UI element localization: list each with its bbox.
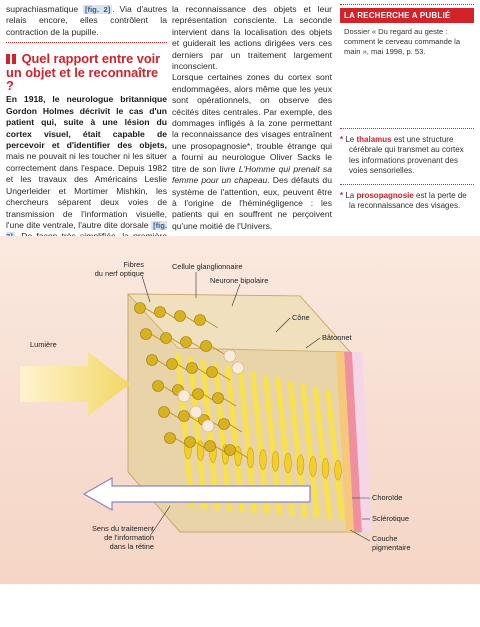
paragraph-representation: la reconnaissance des objets et leur représentation consciente. La seconde intervient dans la localisation des objets et guiderait les actions dirigées vers ces derniers par un traitement largement inconscient. <box>172 4 332 72</box>
cecite-text: Lorsque certaines zones du cortex sont endommagées, alors même que les yeux sont opérationnels, on observe des cécités dites centrales. Par exemple, des dommages infligés à la zone permettant la reconnaissance des visages entraînent une prosopagnosie*, trouble étrange qui a fourni au neurologue Oliver Sacks le titre de son livre <box>172 72 332 174</box>
bipolar-cell <box>201 341 212 352</box>
photoreceptor-segment <box>260 450 267 470</box>
paragraph-cecite <box>172 72 332 232</box>
photoreceptor-segment <box>322 458 329 478</box>
label-sens-traitement: Sens du traitement de l'information dans la rétine <box>91 524 154 551</box>
publication-box-title: LA RECHERCHE A PUBLIÉ <box>340 8 474 23</box>
asterisk-icon: * <box>340 191 346 200</box>
body-paragraph <box>6 94 167 254</box>
bipolar-cell <box>193 389 204 400</box>
glossary-term-prosopagnosie: prosopagnosie <box>356 191 414 200</box>
bipolar-cell <box>225 445 236 456</box>
ganglion-cell <box>141 329 152 340</box>
fig-3-reference[interactable]: [fig. <box>6 221 167 241</box>
gloss-text: Le <box>345 135 357 145</box>
glossary-prosopagnosie <box>340 191 474 211</box>
photoreceptor-segment <box>310 457 317 477</box>
ganglion-cell <box>179 411 190 422</box>
intro-text: suprachiasmatique <box>6 4 84 14</box>
bipolar-cell <box>213 393 224 404</box>
retina-figure <box>0 236 480 584</box>
section-heading-text: Quel rapport entre voir un objet et le reconnaître ? <box>6 51 161 94</box>
photoreceptor-segment <box>335 460 342 480</box>
bipolar-cell <box>219 419 230 430</box>
bipolar-cell <box>187 363 198 374</box>
glossary-divider <box>340 184 474 185</box>
column-left <box>6 4 167 254</box>
amacrine-cell <box>224 350 236 362</box>
fig-2-reference[interactable]: [fig. 2] <box>85 5 111 14</box>
label-choroide: Choroïde <box>372 493 403 502</box>
label-fibres: Fibres du nerf optique <box>94 260 144 278</box>
section-divider <box>6 42 167 43</box>
glossary-thalamus <box>340 135 474 176</box>
column-right <box>340 4 474 219</box>
amacrine-cell <box>190 406 202 418</box>
ganglion-cell <box>185 437 196 448</box>
lead-text: En 1918, le neurologue britannique Gordon Holmes décrivit le cas d'un patient qui, suite à une lésion du cortex visuel, était capable de percevoir et d'identifier des objets, <box>6 94 167 151</box>
publication-box-body: Dossier « Du regard au geste : comment le cerveau commande la main », mai 1998, p. 53. <box>344 27 461 56</box>
amacrine-cell <box>232 362 244 374</box>
column-middle <box>172 4 332 232</box>
ganglion-cell <box>135 303 146 314</box>
amacrine-cell <box>178 390 190 402</box>
ganglion-cell <box>147 355 158 366</box>
ganglion-cell <box>165 433 176 444</box>
box-top-rule <box>340 4 474 5</box>
label-sclerotique: Sclérotique <box>372 514 409 523</box>
photoreceptor-segment <box>285 453 292 473</box>
ganglion-cell <box>153 381 164 392</box>
label-batonnet: Bâtonnet <box>322 333 352 342</box>
ganglion-cell <box>159 407 170 418</box>
cecite-text-end: . Des défauts du système de l'attention, eux, peuvent être à l'origine de l'héminégligence : les patients qui en souffrent ne perçoivent qu'une moitié de l'Univers. <box>172 175 332 231</box>
ganglion-cell <box>167 359 178 370</box>
label-ganglion: Cellule glanglionnaire <box>172 262 243 271</box>
label-couche-pigmentaire: Couche pigmentaire <box>372 534 411 552</box>
glossary <box>340 128 474 211</box>
heading-marker-icon <box>6 54 10 64</box>
bipolar-cell <box>175 311 186 322</box>
bipolar-cell <box>181 337 192 348</box>
bipolar-cell <box>195 315 206 326</box>
intro-paragraph <box>6 4 167 38</box>
gloss-definition: est une structure cérébrale qui transmet au cortex les informations provenant des voies sensorielles. <box>349 135 464 175</box>
photoreceptor-segment <box>297 455 304 475</box>
photoreceptor-segment <box>272 451 279 471</box>
heading-marker-icon <box>12 54 16 64</box>
gloss-text: La <box>345 191 357 200</box>
amacrine-cell <box>202 420 214 432</box>
body-text: mais ne pouvait ni les toucher ni les situer correctement dans l'espace. Depuis 1982 et les travaux des Américains Leslie Ungerleider et Mortimer Mishkin, les chercheurs séparent deux voies de transmission de l'information visuelle, l'une dite ventrale, l'autre dite dorsale <box>6 151 167 230</box>
gloss-definition: est la perte de la reconnaissance des visages. <box>349 191 467 211</box>
label-bipolaire: Neurone bipolaire <box>210 276 269 285</box>
label-lumiere: Lumière <box>30 340 57 349</box>
glossary-term-thalamus: thalamus <box>356 135 392 145</box>
asterisk-icon: * <box>340 135 346 145</box>
ganglion-cell <box>161 333 172 344</box>
intro-text-continued: . Via d'autres relais encore, elles contrôlent la contraction de la pupille. <box>6 4 168 37</box>
section-heading <box>6 52 167 92</box>
light-arrow <box>20 352 130 416</box>
label-cone: Cône <box>292 313 310 322</box>
book-title: L'Homme qui prenait sa femme pour un chapeau <box>172 163 332 186</box>
ganglion-cell <box>155 307 166 318</box>
glossary-divider <box>340 128 474 129</box>
bipolar-cell <box>207 367 218 378</box>
bipolar-cell <box>205 441 216 452</box>
